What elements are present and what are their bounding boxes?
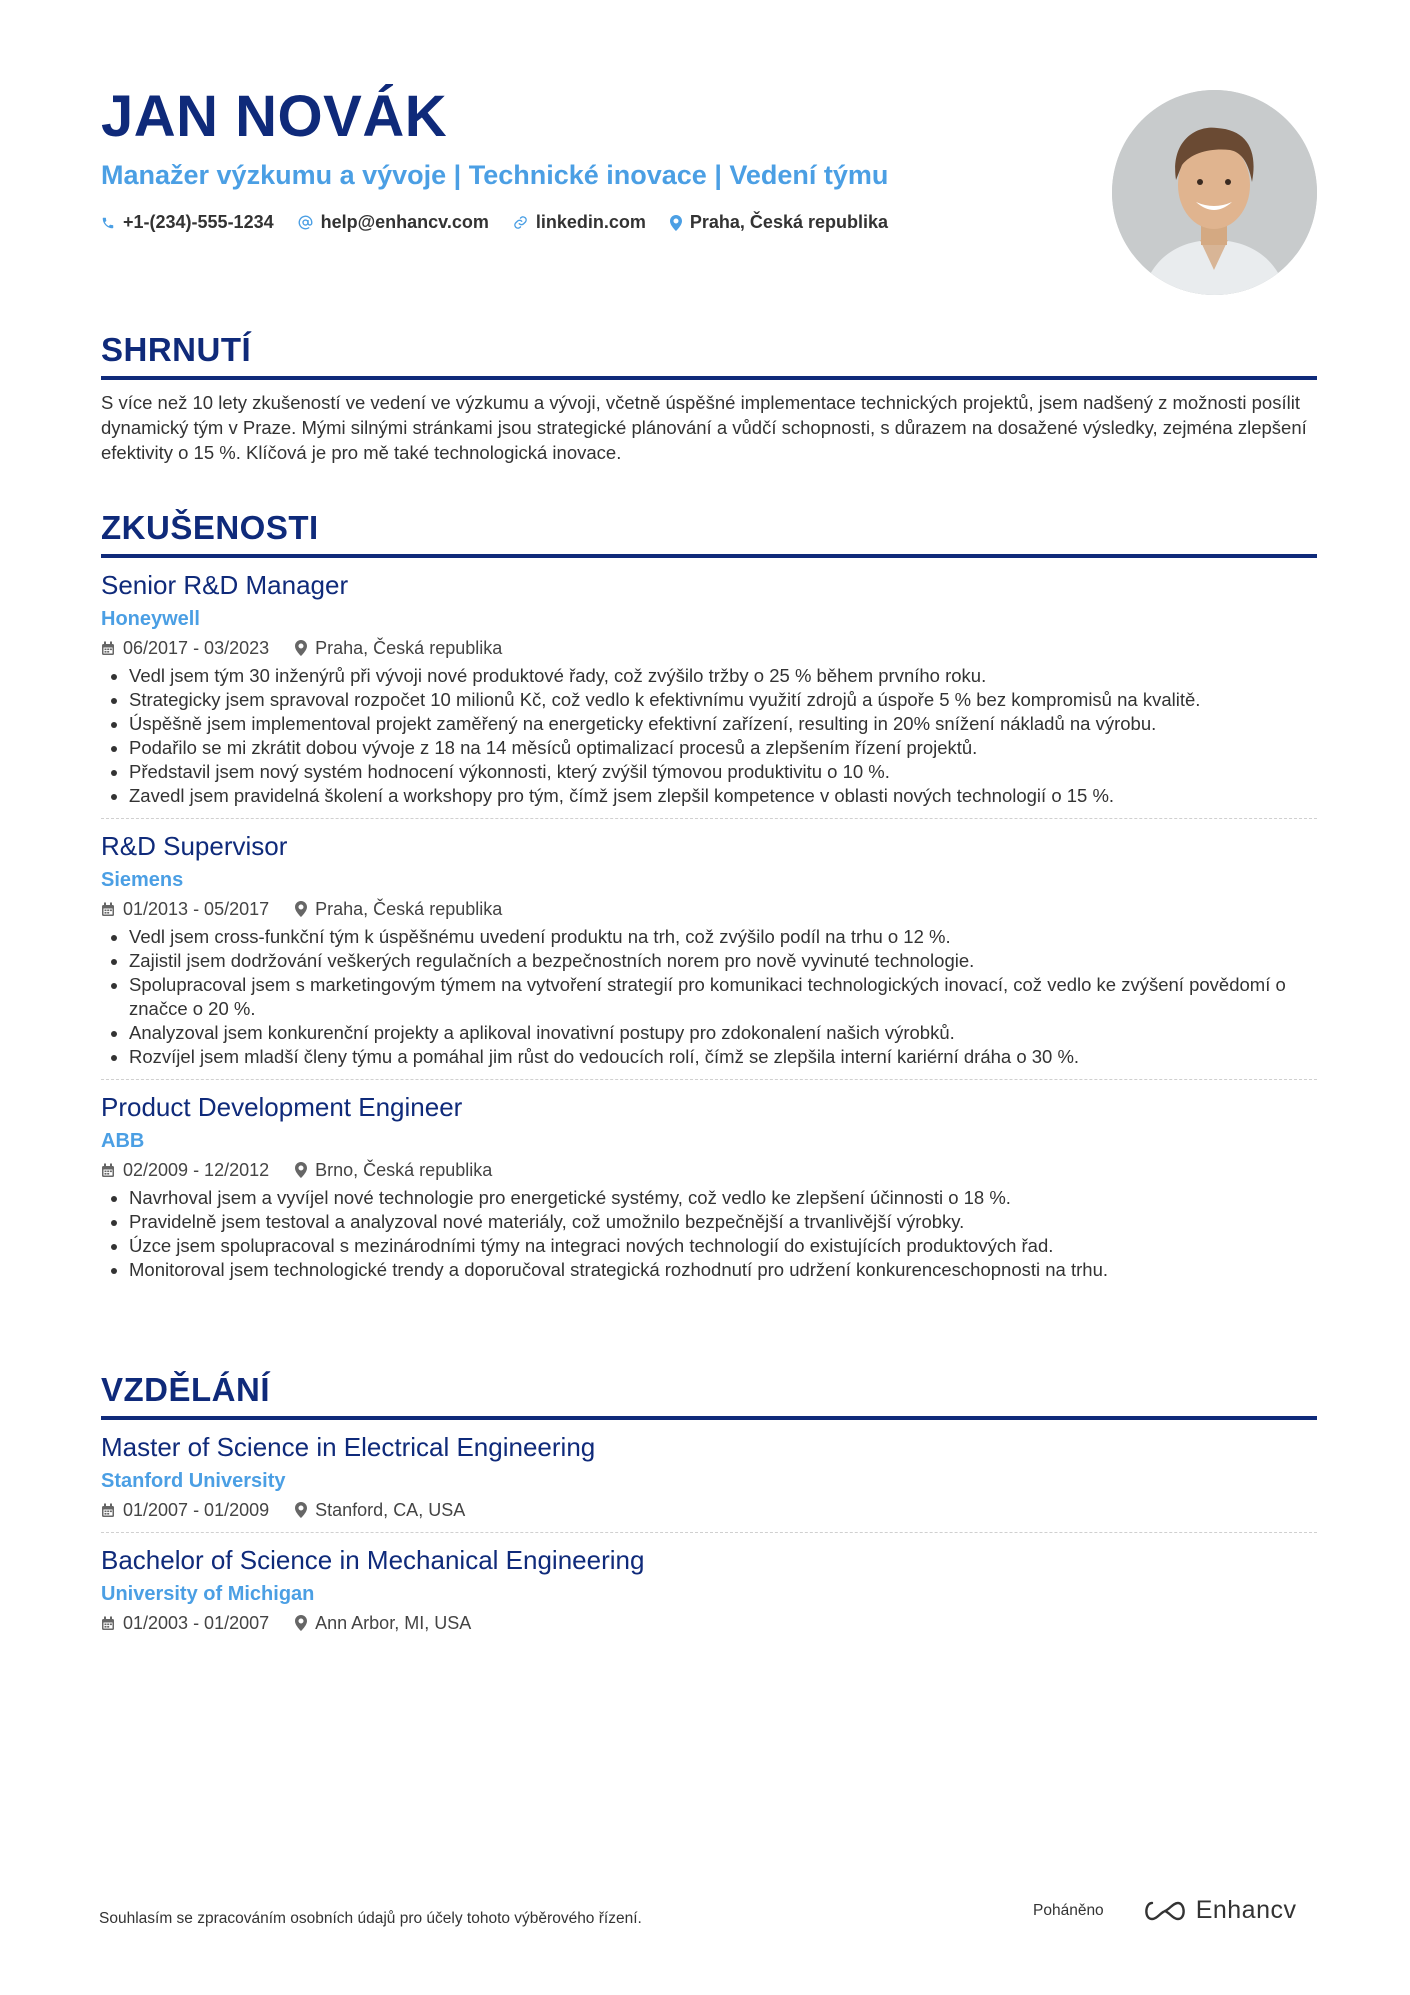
job-entry [101,558,1317,819]
resume-header [101,80,1101,233]
calendar-icon [101,902,115,917]
candidate-name: JAN NOVÁK [101,84,448,149]
candidate-headline: Manažer výzkumu a vývoje | Technické inovace | Vedení týmu [101,160,889,190]
job-bullets [101,1186,1317,1282]
education-dates-text: 01/2003 - 01/2007 [123,1613,270,1633]
job-dates-text: 06/2017 - 03/2023 [123,638,270,658]
location-icon [295,1615,307,1631]
job-location [295,897,502,921]
education-location-text: Ann Arbor, MI, USA [315,1613,472,1633]
job-dates-text: 01/2013 - 05/2017 [123,899,270,919]
education-meta [101,1498,1317,1522]
job-bullets [101,664,1317,808]
job-bullet: • Strategicky jsem spravoval rozpočet 10 milionů Kč, což vedlo k efektivnímu využití zdrojů a úspoře 5 % bez kompromisů na kvalitě. [129,688,1317,712]
job-location [295,636,502,660]
enhancv-logo-icon [1142,1899,1188,1923]
experience-title: ZKUŠENOSTI [101,508,1317,558]
education-dates-text: 01/2007 - 01/2009 [123,1500,270,1520]
education-entry [101,1420,1317,1533]
at-icon [298,215,313,230]
consent-note: Souhlasím se zpracováním osobních údajů pro účely tohoto výběrového řízení. [99,1910,642,1927]
job-bullet: • Navrhoval jsem a vyvíjel nové technologie pro energetické systémy, což vedlo ke zlepšení účinnosti o 18 %. [129,1186,1317,1210]
contact-email[interactable] [298,212,489,233]
education-dates [101,1498,269,1522]
contact-phone-text: +1-(234)-555-1234 [123,212,274,232]
job-meta [101,1158,1317,1182]
job-bullet: • Podařilo se mi zkrátit dobou vývoje z 18 na 14 měsíců optimalizací procesů a zlepšením řízení projektů. [129,736,1317,760]
contact-location [670,212,888,233]
education-location [295,1611,471,1635]
job-dates [101,897,269,921]
link-icon [513,215,528,230]
job-entry [101,819,1317,1080]
location-icon [295,1502,307,1518]
job-company: Siemens [101,869,184,891]
contact-email-text: help@enhancv.com [320,212,489,232]
footer-branding [1033,1896,1296,1925]
job-entry [101,1080,1317,1292]
contact-linkedin[interactable] [513,212,646,233]
calendar-icon [101,1503,115,1518]
calendar-icon [101,641,115,656]
job-location [295,1158,492,1182]
contact-bar [101,212,1101,233]
calendar-icon [101,1163,115,1178]
job-location-text: Praha, Česká republika [315,899,503,919]
job-company: ABB [101,1130,145,1152]
education-meta [101,1611,1317,1635]
location-icon [670,215,682,231]
contact-phone[interactable] [101,212,274,233]
education-location-text: Stanford, CA, USA [315,1500,466,1520]
job-title: Product Development Engineer [101,1092,463,1122]
education-location [295,1498,465,1522]
job-title: Senior R&D Manager [101,570,349,600]
job-bullet: • Zavedl jsem pravidelná školení a workshopy pro tým, čímž jsem zlepšil kompetence v oblasti nových technologií o 15 %. [129,784,1317,808]
profile-photo [1112,90,1317,295]
summary-section [101,330,1317,465]
degree-title: Bachelor of Science in Mechanical Engineering [101,1545,645,1575]
calendar-icon [101,1616,115,1631]
job-meta [101,897,1317,921]
job-bullet: • Úzce jsem spolupracoval s mezinárodními týmy na integraci nových technologií do existujících produktových řad. [129,1234,1317,1258]
job-bullet: • Spolupracoval jsem s marketingovým týmem na vytvoření strategií pro komunikaci technologických inovací, což vedlo ke zvýšení povědomí o značce o 20 %. [129,973,1317,1021]
degree-title: Master of Science in Electrical Engineering [101,1432,596,1462]
job-bullet: • Vedl jsem tým 30 inženýrů při vývoji nové produktové řady, což zvýšilo tržby o 25 % během prvního roku. [129,664,1317,688]
job-bullet: • Vedl jsem cross-funkční tým k úspěšnému uvedení produktu na trh, což zvýšilo podíl na trhu o 12 %. [129,925,1317,949]
job-bullet: • Představil jsem nový systém hodnocení výkonnosti, který zvýšil týmovou produktivitu o 10 %. [129,760,1317,784]
school-name: Stanford University [101,1470,286,1492]
job-bullet: • Rozvíjel jsem mladší členy týmu a pomáhal jim růst do vedoucích rolí, čímž se zlepšila interní kariérní dráha o 30 %. [129,1045,1317,1069]
powered-by-label: Poháněno [1033,1901,1104,1919]
summary-title: SHRNUTÍ [101,330,1317,380]
phone-icon [101,216,115,230]
job-dates-text: 02/2009 - 12/2012 [123,1160,270,1180]
job-location-text: Brno, Česká republika [315,1160,493,1180]
job-dates [101,636,269,660]
location-icon [295,640,307,656]
job-bullet: • Analyzoval jsem konkurenční projekty a aplikoval inovativní postupy pro zdokonalení našich výrobků. [129,1021,1317,1045]
brand-link[interactable] [1142,1896,1297,1925]
experience-section [101,508,1317,1292]
job-dates [101,1158,269,1182]
education-section [101,1370,1317,1645]
summary-text: S více než 10 lety zkušeností ve vedení ve výzkumu a vývoji, včetně úspěšné implementace technických projektů, jsem nadšený z možnosti posílit dynamický tým v Praze. Mými silnými stránkami jsou strategické plánování a vůdčí schopnosti, s důrazem na dosažené výsledky, zejména zlepšení efektivity o 15 %. Klíčová je pro mě také technologická inovace. [101,392,1307,463]
location-icon [295,1162,307,1178]
education-entry [101,1533,1317,1645]
job-location-text: Praha, Česká republika [315,638,503,658]
education-dates [101,1611,269,1635]
job-bullet: • Zajistil jsem dodržování veškerých regulačních a bezpečnostních norem pro nově vyvinuté technologie. [129,949,1317,973]
job-meta [101,636,1317,660]
job-title: R&D Supervisor [101,831,288,861]
contact-linkedin-text: linkedin.com [535,212,646,232]
job-bullet: • Pravidelně jsem testoval a analyzoval nové materiály, což umožnilo bezpečnější a trvanlivější výrobky. [129,1210,1317,1234]
school-name: University of Michigan [101,1583,315,1605]
job-bullet: • Úspěšně jsem implementoval projekt zaměřený na energeticky efektivní zařízení, resulting in 20% snížení nákladů na výrobu. [129,712,1317,736]
contact-location-text: Praha, Česká republika [689,212,889,232]
location-icon [295,901,307,917]
job-bullets [101,925,1317,1069]
education-title: VZDĚLÁNÍ [101,1370,1317,1420]
brand-name: Enhancv [1195,1896,1297,1924]
job-bullet: • Monitoroval jsem technologické trendy a doporučoval strategická rozhodnutí pro udržení konkurenceschopnosti na trhu. [129,1258,1317,1282]
job-company: Honeywell [101,608,200,630]
